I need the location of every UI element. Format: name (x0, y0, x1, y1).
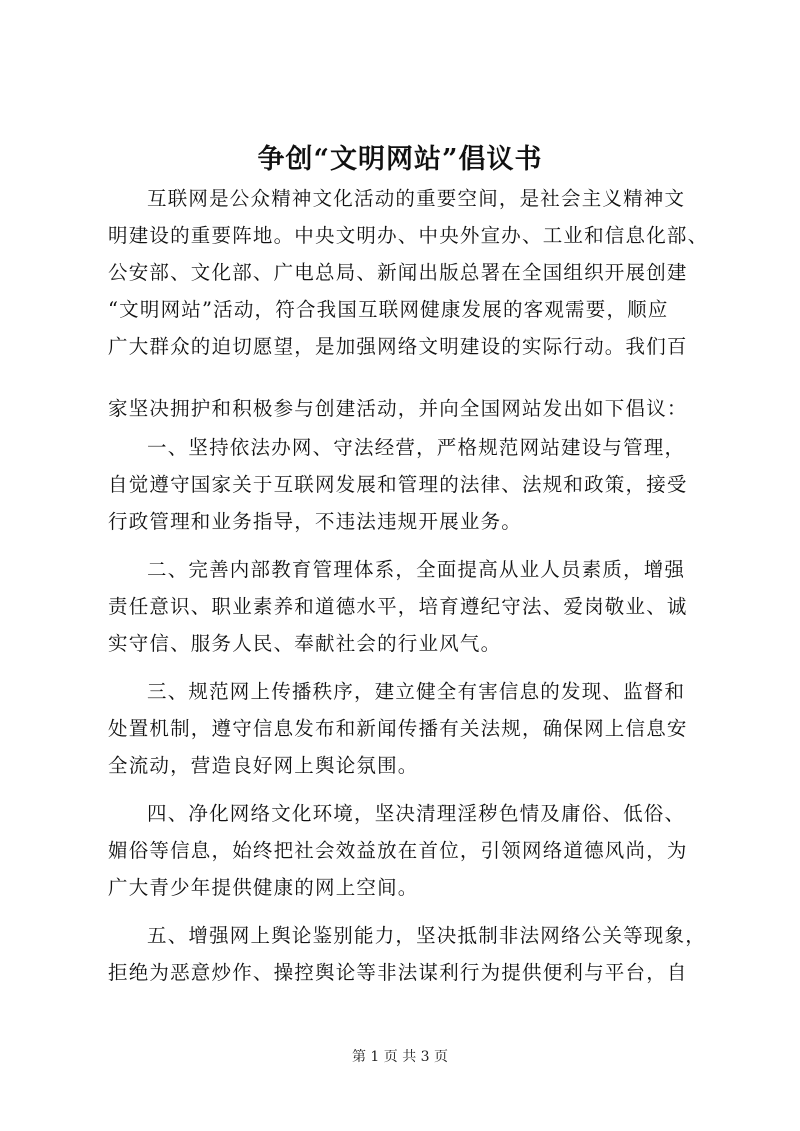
body-line: 明建设的重要阵地。中央文明办、中央外宣办、工业和信息化部、 (108, 224, 709, 247)
body-line: 二、完善内部教育管理体系，全面提高从业人员素质，增强 (147, 558, 686, 581)
body-line: 四、净化网络文化环境，坚决清理淫秽色情及庸俗、低俗、 (147, 802, 686, 825)
page-number-footer: 第 1 页 共 3 页 (351, 1049, 449, 1065)
body-line: 行政管理和业务指导，不违法违规开展业务。 (108, 510, 523, 533)
body-line: 媚俗等信息，始终把社会效益放在首位，引领网络道德风尚，为 (108, 839, 688, 862)
body-line: “文明网站”活动，符合我国互联网健康发展的客观需要，顺应 (108, 298, 669, 321)
body-line: 互联网是公众精神文化活动的重要空间，是社会主义精神文 (147, 187, 686, 210)
body-line: 拒绝为恶意炒作、操控舆论等非法谋利行为提供便利与平台，自 (108, 961, 688, 984)
body-line: 一、坚持依法办网、守法经营，严格规范网站建设与管理， (147, 436, 686, 459)
body-line: 公安部、文化部、广电总局、新闻出版总署在全国组织开展创建 (108, 261, 688, 284)
body-line: 实守信、服务人民、奉献社会的行业风气。 (108, 632, 502, 655)
body-line: 处置机制，遵守信息发布和新闻传播有关法规，确保网上信息安 (108, 717, 688, 740)
document-title: 争创“文明网站”倡议书 (257, 144, 543, 175)
body-line: 家坚决拥护和积极参与创建活动，并向全国网站发出如下倡议： (108, 397, 688, 420)
body-line: 全流动，营造良好网上舆论氛围。 (108, 754, 419, 777)
body-line: 自觉遵守国家关于互联网发展和管理的法律、法规和政策，接受 (108, 473, 688, 496)
body-line: 五、增强网上舆论鉴别能力，坚决抵制非法网络公关等现象， (147, 924, 706, 947)
body-line: 广大群众的迫切愿望，是加强网络文明建设的实际行动。我们百 (108, 335, 688, 358)
body-line: 责任意识、职业素养和道德水平，培育遵纪守法、爱岗敬业、诚 (108, 595, 688, 618)
body-line: 广大青少年提供健康的网上空间。 (108, 876, 419, 899)
body-line: 三、规范网上传播秩序，建立健全有害信息的发现、监督和 (147, 680, 686, 703)
